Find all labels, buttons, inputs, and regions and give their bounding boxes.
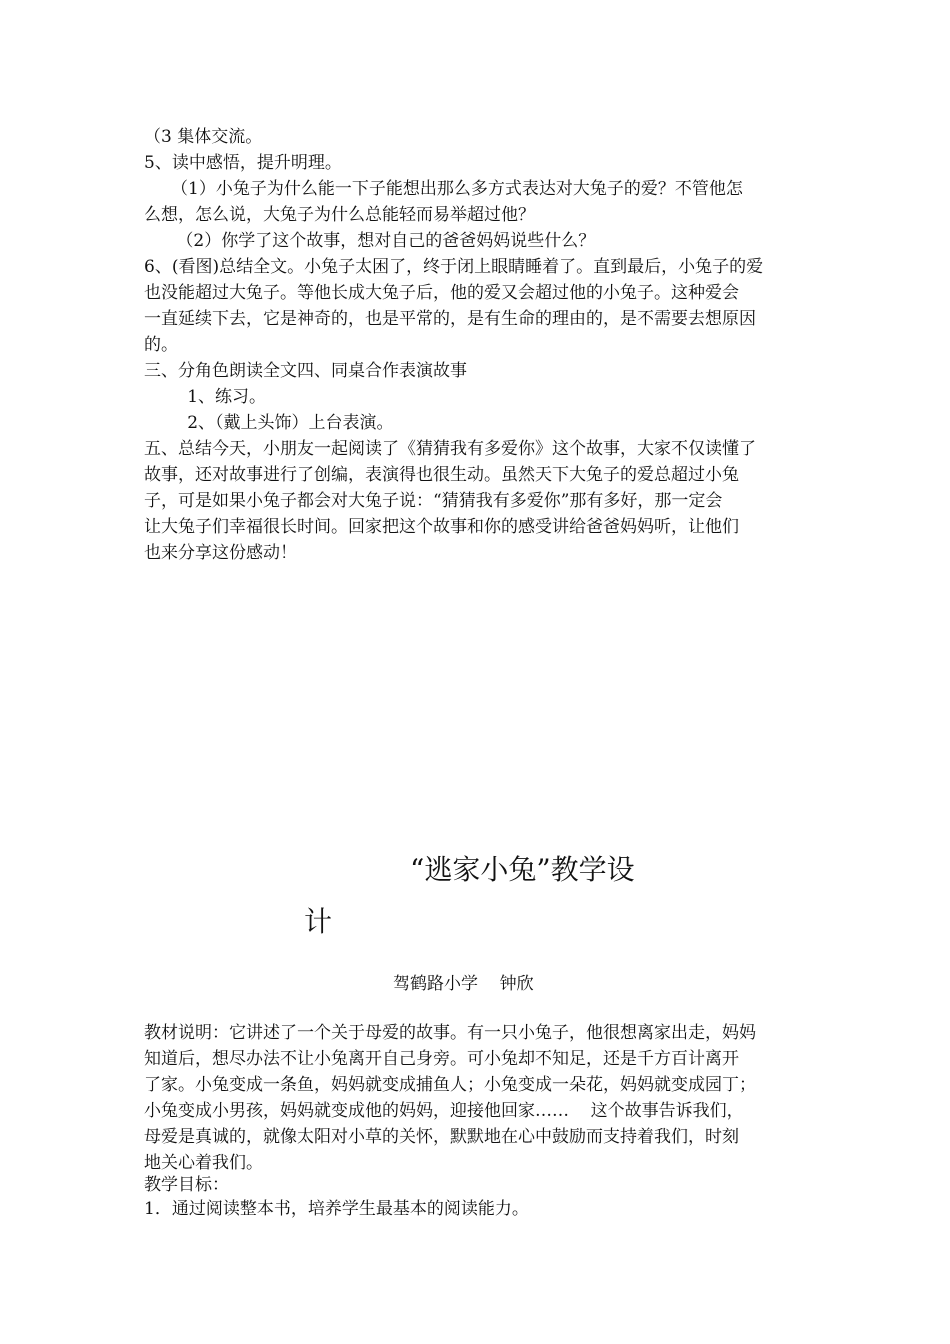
text-line: 了家。小兔变成一条鱼，妈妈就变成捕鱼人；小兔变成一朵花，妈妈就变成园丁；	[144, 1075, 756, 1095]
text-line: 小兔变成小男孩，妈妈就变成他的妈妈，迎接他回家…… 这个故事告诉我们，	[144, 1101, 744, 1121]
text-line: 子，可是如果小兔子都会对大兔子说：“猜猜我有多爱你”那有多好，那一定会	[144, 491, 723, 511]
text-line: 一直延续下去，它是神奇的，也是平常的，是有生命的理由的，是不需要去想原因	[144, 309, 756, 329]
lesson-title-line-1: “逃家小兔”教学设	[410, 853, 635, 886]
text-line: 么想，怎么说，大兔子为什么总能轻而易举超过他？	[144, 205, 535, 225]
text-line: 知道后，想尽办法不让小兔离开自己身旁。可小兔却不知足，还是千方百计离开	[144, 1049, 739, 1069]
text-line: 也来分享这份感动！	[144, 543, 297, 563]
text-line: （2）你学了这个故事，想对自己的爸爸妈妈说些什么？	[144, 231, 596, 251]
text-line: 也没能超过大兔子。等他长成大兔子后，他的爱又会超过他的小兔子。这种爱会	[144, 283, 739, 303]
text-line: （1）小兔子为什么能一下子能想出那么多方式表达对大兔子的爱？不管他怎	[144, 179, 743, 199]
text-line: 1．通过阅读整本书，培养学生最基本的阅读能力。	[144, 1199, 529, 1219]
author-byline: 驾鹤路小学 钟欣	[393, 974, 534, 994]
text-line: 教材说明：它讲述了一个关于母爱的故事。有一只小兔子，他很想离家出走，妈妈	[144, 1023, 756, 1043]
text-line: 三、分角色朗读全文四、同桌合作表演故事	[144, 361, 467, 381]
lesson-title-line-2: 计	[304, 905, 333, 938]
text-line: 让大兔子们幸福很长时间。回家把这个故事和你的感受讲给爸爸妈妈听，让他们	[144, 517, 739, 537]
text-line: 5、读中感悟，提升明理。	[144, 153, 342, 173]
text-line: 1、练习。	[144, 387, 267, 407]
text-line: 地关心着我们。	[144, 1153, 263, 1173]
text-line: 2、（戴上头饰）上台表演。	[144, 413, 394, 433]
text-line: 6、(看图)总结全文。小兔子太困了，终于闭上眼睛睡着了。直到最后，小兔子的爱	[144, 257, 764, 277]
text-line: 的。	[144, 335, 178, 355]
text-line: 教学目标：	[144, 1175, 229, 1195]
text-line: 故事，还对故事进行了创编，表演得也很生动。虽然天下大兔子的爱总超过小兔	[144, 465, 739, 485]
text-line: （3 集体交流。	[144, 127, 263, 147]
text-line: 母爱是真诚的，就像太阳对小草的关怀，默默地在心中鼓励而支持着我们，时刻	[144, 1127, 739, 1147]
text-line: 五、总结今天，小朋友一起阅读了《猜猜我有多爱你》这个故事，大家不仅读懂了	[144, 439, 756, 459]
